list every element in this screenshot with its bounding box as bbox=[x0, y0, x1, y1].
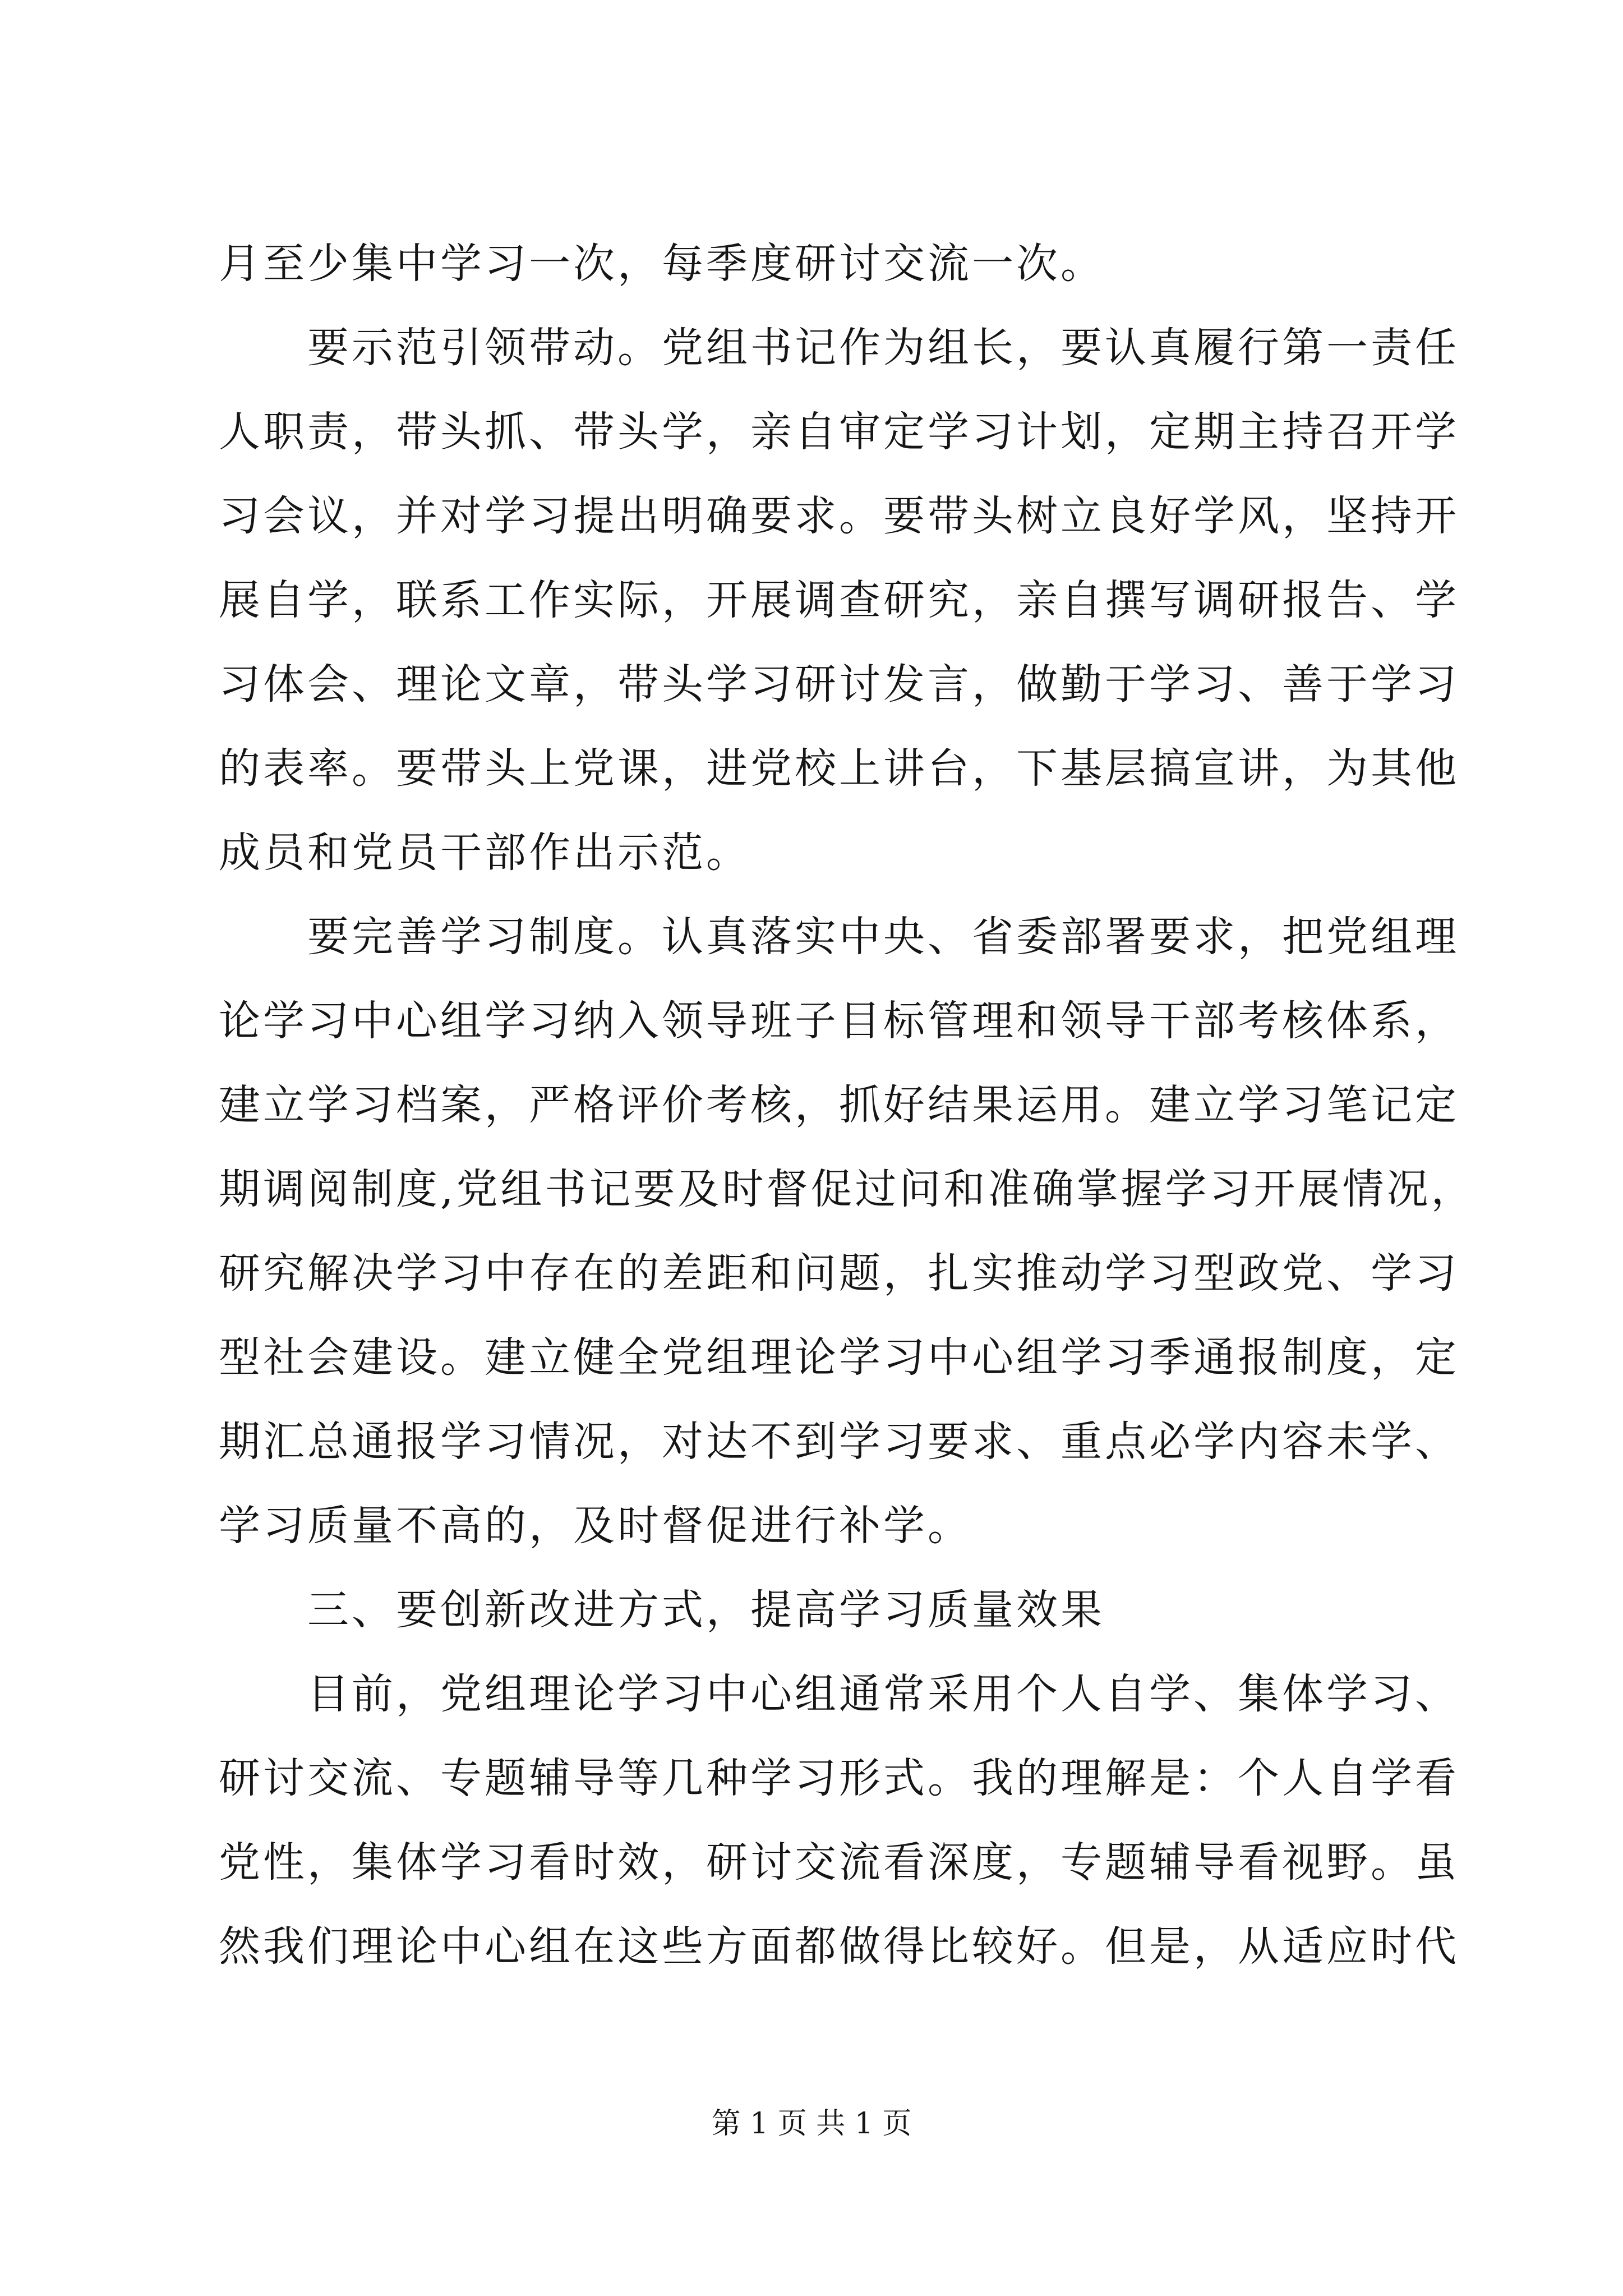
text-line: 期调阅制度,党组书记要及时督促过问和准确掌握学习开展情况， bbox=[219, 1165, 1476, 1213]
text-line: 要完善学习制度。认真落实中央、省委部署要求，把党组理 bbox=[219, 913, 1459, 961]
text-line: 展自学，联系工作实际，开展调查研究，亲自撰写调研报告、学 bbox=[219, 576, 1459, 624]
page-number-footer: 第 1 页 共 1 页 bbox=[711, 2107, 912, 2141]
section-heading: 三、要创新改进方式，提高学习质量效果 bbox=[219, 1586, 1105, 1634]
text-line: 月至少集中学习一次，每季度研讨交流一次。 bbox=[219, 240, 1105, 288]
text-line: 的表率。要带头上党课，进党校上讲台，下基层搞宣讲，为其他 bbox=[219, 744, 1459, 793]
text-line: 成员和党员干部作出示范。 bbox=[219, 829, 750, 877]
text-line: 习体会、理论文章，带头学习研讨发言，做勤于学习、善于学习 bbox=[219, 660, 1459, 708]
text-line: 建立学习档案，严格评价考核，抓好结果运用。建立学习笔记定 bbox=[219, 1081, 1459, 1129]
text-line: 论学习中心组学习纳入领导班子目标管理和领导干部考核体系， bbox=[219, 997, 1459, 1045]
text-line: 期汇总通报学习情况，对达不到学习要求、重点必学内容未学、 bbox=[219, 1418, 1459, 1466]
text-line: 研讨交流、专题辅导等几种学习形式。我的理解是：个人自学看 bbox=[219, 1754, 1459, 1802]
text-line: 然我们理论中心组在这些方面都做得比较好。但是，从适应时代 bbox=[219, 1922, 1459, 1971]
text-line: 要示范引领带动。党组书记作为组长，要认真履行第一责任 bbox=[219, 324, 1459, 372]
text-line: 习会议，并对学习提出明确要求。要带头树立良好学风，坚持开 bbox=[219, 492, 1459, 540]
text-line: 学习质量不高的，及时督促进行补学。 bbox=[219, 1502, 972, 1550]
text-line: 型社会建设。建立健全党组理论学习中心组学习季通报制度，定 bbox=[219, 1333, 1459, 1382]
text-line: 目前，党组理论学习中心组通常采用个人自学、集体学习、 bbox=[219, 1670, 1459, 1718]
text-line: 人职责，带头抓、带头学，亲自审定学习计划，定期主持召开学 bbox=[219, 408, 1459, 456]
text-line: 研究解决学习中存在的差距和问题，扎实推动学习型政党、学习 bbox=[219, 1249, 1459, 1297]
text-line: 党性，集体学习看时效，研讨交流看深度，专题辅导看视野。虽 bbox=[219, 1838, 1459, 1887]
